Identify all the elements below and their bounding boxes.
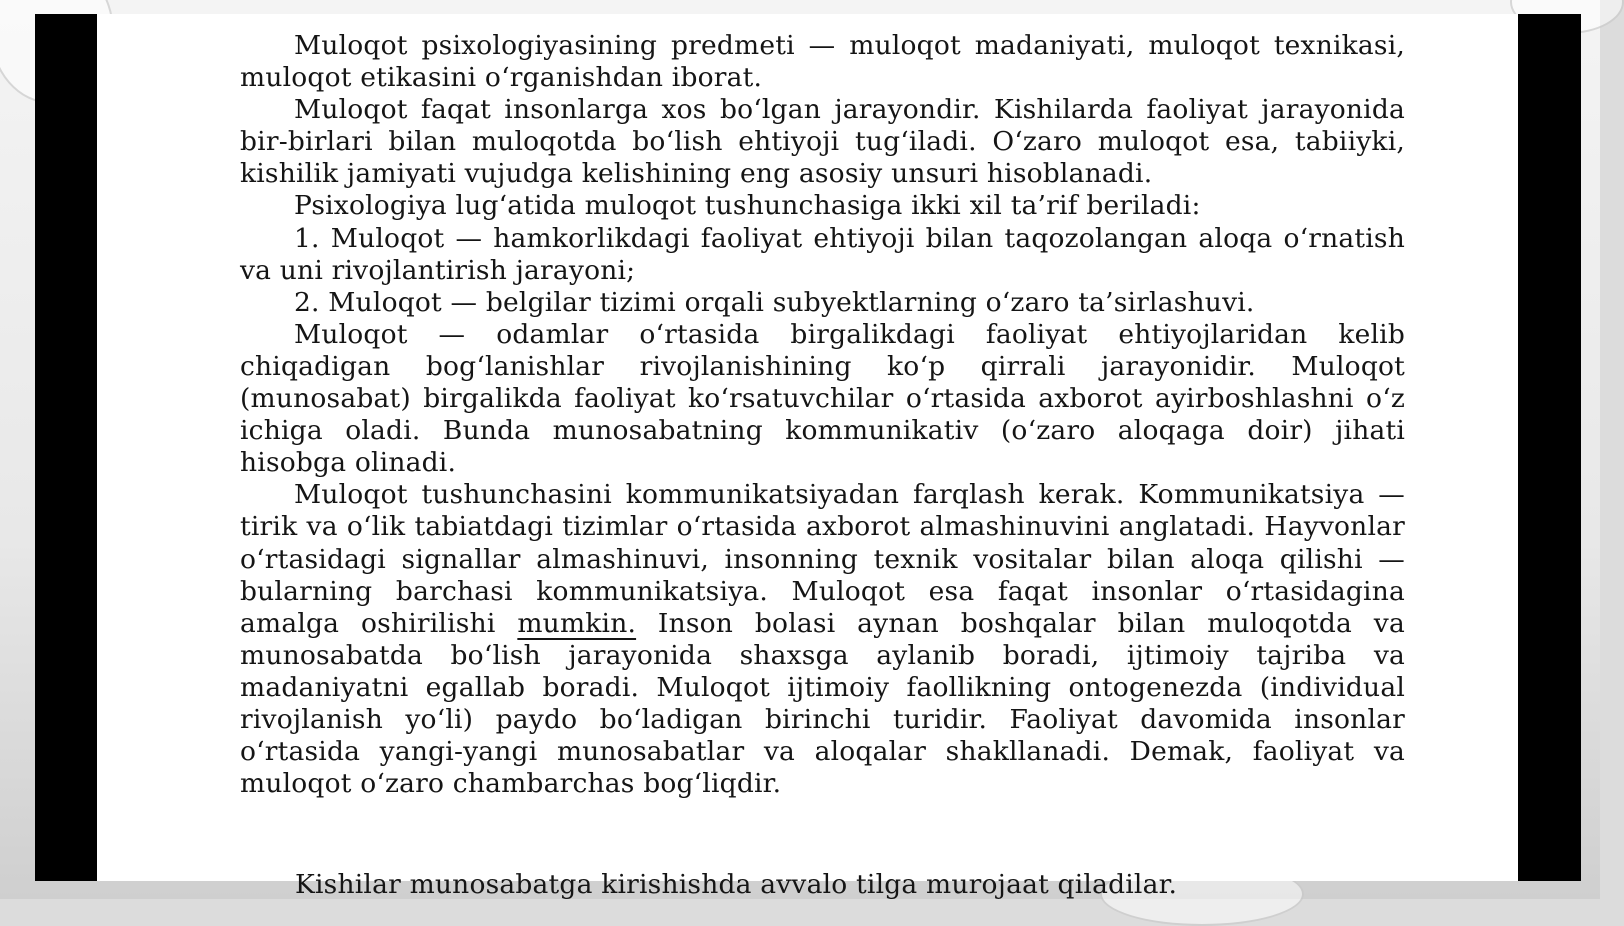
cut-off-line	[295, 866, 1405, 900]
paragraph-6: Muloqot — odamlar o‘rtasida birgalikdagi faoliyat ehtiyojlaridan kelib chiqadigan bog‘lanishlar rivojlanishining ko‘p qirrali jarayonidir. Muloqot (munosabat) birgalikda faoliyat ko‘rsatuvchilar o‘rtasida axborot ayirboshlashni o‘z ichiga oladi. Bunda munosabatning kommunikativ (o‘zaro aloqaga doir) jihati hisobga olinadi.	[240, 318, 1405, 479]
paragraph-7-part1: Muloqot tushunchasini kommunikatsiyadan farqlash kerak. Kommunikatsiya — tirik va o‘lik tabiatdagi tizimlar o‘rtasida axborot almashinuvini anglatadi. Hayvonlar o‘rtasidagi signallar almashinuvi, insonning texnik vositalar bilan aloqa qilishi — bularning barchasi kommunikatsiya. Muloqot esa faqat insonlar o‘rtasidagina amalga oshirilishi	[240, 479, 1405, 639]
cut-off-text: Kishilar munosabatga kirishishda avvalo tilga murojaat qiladilar.	[295, 869, 1178, 900]
paragraph-1: Muloqot psixologiyasining predmeti — muloqot madaniyati, muloqot texnikasi, muloqot etikasini o‘rganishdan iborat.	[240, 30, 1405, 94]
underlined-word: mumkin.	[517, 607, 637, 639]
document-page	[97, 14, 1518, 900]
paragraph-7	[240, 479, 1405, 800]
paragraph-7-part2: Inson bolasi aynan boshqalar bilan muloqotda va munosabatda bo‘lish jarayonida shaxsga aylanib boradi, ijtimoiy tajriba va madaniyatni egallab boradi. Muloqot ijtimoiy faollikning ontogenezda (individual rivojlanish yo‘li) paydo bo‘ladigan birinchi turidir. Faoliyat davomida insonlar o‘rtasida yangi-yangi munosabatlar va aloqalar shakllanadi. Demak, faoliyat va muloqot o‘zaro chambarchas bog‘liqdir.	[240, 607, 1405, 800]
paragraph-4: 1. Muloqot — hamkorlikdagi faoliyat ehtiyoji bilan taqozolangan aloqa o‘rnatish va uni rivojlantirish jarayoni;	[240, 222, 1405, 286]
paragraph-2: Muloqot faqat insonlarga xos bo‘lgan jarayondir. Kishilarda faoliyat jarayonida bir-birlari bilan muloqotda bo‘lish ehtiyoji tug‘iladi. O‘zaro muloqot esa, tabiiyki, kishilik jamiyati vujudga kelishining eng asosiy unsuri hisoblanadi.	[240, 94, 1405, 190]
paragraph-3: Psixologiya lug‘atida muloqot tushunchasiga ikki xil ta’rif beriladi:	[294, 190, 1201, 222]
document-text	[240, 30, 1405, 800]
paragraph-5: 2. Muloqot — belgilar tizimi orqali subyektlarning o‘zaro ta’sirlashuvi.	[294, 286, 1255, 318]
